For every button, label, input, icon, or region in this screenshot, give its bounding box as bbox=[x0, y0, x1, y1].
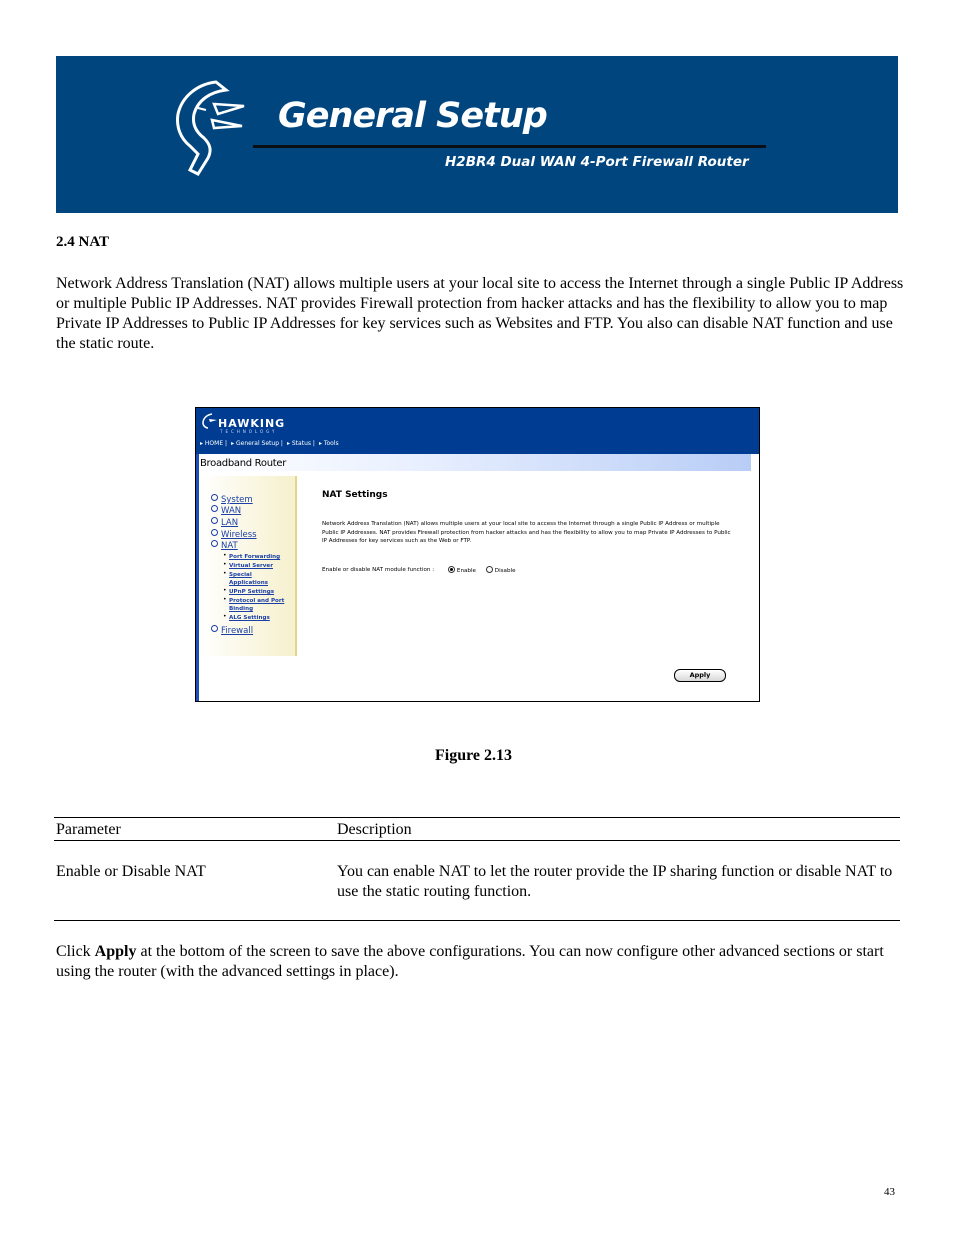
circle-icon bbox=[211, 517, 218, 524]
menu-system[interactable]: System bbox=[211, 494, 253, 505]
bullet-icon: • bbox=[223, 561, 227, 568]
figure-caption: Figure 2.13 bbox=[435, 747, 513, 764]
menu-firewall[interactable]: Firewall bbox=[211, 625, 253, 636]
bullet-icon: • bbox=[223, 613, 227, 620]
banner-subtitle: H2BR4 Dual WAN 4-Port Firewall Router bbox=[445, 154, 749, 170]
nav-tools[interactable]: ▸ Tools bbox=[318, 440, 339, 447]
closing-text-post: at the bottom of the screen to save the above configurations. You can now configure other advanced sections or start using the router (with the advanced settings in place). bbox=[56, 943, 884, 980]
nat-toggle-row bbox=[322, 566, 516, 574]
menu-protocol-port[interactable]: Protocol and Port bbox=[229, 598, 285, 604]
apply-button[interactable]: Apply bbox=[674, 669, 726, 682]
nat-enable-radio[interactable]: Enable bbox=[448, 566, 476, 574]
table-top-rule bbox=[54, 817, 900, 818]
page-number: 43 bbox=[884, 1186, 895, 1198]
menu-wireless[interactable]: Wireless bbox=[211, 529, 257, 540]
table-bottom-rule bbox=[54, 920, 900, 921]
nat-settings-description: Network Address Translation (NAT) allows multiple users at your local site to access the Internet through a single Public IP Address or multiple Public IP Addresses. NAT provides Firewall protection from hacker attacks and has the flexibility to allow you to map Private IP Addresses to Public IP Addresses for key services such as the Web or FTP. bbox=[322, 521, 731, 544]
brand-label: Broadband Router bbox=[200, 458, 287, 469]
router-nav bbox=[196, 440, 339, 452]
menu-special[interactable]: Special bbox=[229, 572, 252, 578]
menu-port-forwarding[interactable]: Port Forwarding bbox=[229, 554, 281, 560]
closing-text-bold: Apply bbox=[94, 943, 137, 960]
circle-icon bbox=[211, 625, 218, 632]
hawk-mini-icon bbox=[200, 412, 218, 430]
table-header-rule bbox=[54, 840, 900, 841]
router-side-menu bbox=[199, 476, 296, 656]
nat-toggle-label: Enable or disable NAT module function : bbox=[322, 567, 435, 573]
menu-alg[interactable]: ALG Settings bbox=[229, 615, 270, 621]
closing-paragraph bbox=[56, 942, 906, 982]
menu-lan[interactable]: LAN bbox=[211, 517, 238, 528]
section-title: 2.4 NAT bbox=[56, 234, 110, 250]
intro-paragraph: Network Address Translation (NAT) allows multiple users at your local site to access the Internet through a single Public IP Address or multiple Public IP Addresses. NAT provides Firewall protection from hacker attacks and has the flexibility to allow you to map Private IP Addresses to Public IP Addresses for key services such as Websites and FTP. You also can disable NAT function and use the static route. bbox=[56, 275, 904, 352]
bullet-icon: • bbox=[223, 552, 227, 559]
header-banner bbox=[56, 56, 898, 213]
nav-home[interactable]: ▸ HOME | bbox=[200, 440, 228, 447]
router-logo-subtext: TECHNOLOGY bbox=[220, 429, 278, 434]
menu-protocol-binding[interactable]: Binding bbox=[229, 606, 254, 612]
table-header-parameter: Parameter bbox=[56, 821, 121, 838]
nav-status[interactable]: ▸ Status | bbox=[286, 440, 315, 447]
closing-text-pre: Click bbox=[56, 943, 95, 960]
radio-empty-icon bbox=[486, 566, 493, 573]
table-cell-parameter: Enable or Disable NAT bbox=[56, 863, 206, 880]
menu-special-applications[interactable]: Applications bbox=[229, 580, 269, 586]
menu-nat[interactable]: NAT bbox=[211, 540, 238, 551]
bullet-icon: • bbox=[223, 587, 227, 594]
table-cell-description: You can enable NAT to let the router provide the IP sharing function or disable NAT to use the static routing function. bbox=[337, 863, 893, 900]
menu-wan[interactable]: WAN bbox=[211, 505, 241, 516]
hawk-logo-icon bbox=[168, 74, 248, 189]
menu-virtual-server[interactable]: Virtual Server bbox=[229, 563, 273, 569]
circle-icon bbox=[211, 529, 218, 536]
nat-settings-title: NAT Settings bbox=[322, 490, 388, 500]
banner-title: General Setup bbox=[278, 96, 547, 136]
nat-disable-radio[interactable]: Disable bbox=[486, 566, 516, 574]
banner-rule bbox=[253, 145, 766, 148]
circle-icon bbox=[211, 505, 218, 512]
circle-icon bbox=[211, 540, 218, 547]
radio-selected-icon bbox=[448, 566, 455, 573]
router-screenshot bbox=[195, 407, 760, 702]
menu-upnp[interactable]: UPnP Settings bbox=[229, 589, 275, 595]
menu-divider bbox=[295, 476, 297, 656]
circle-icon bbox=[211, 494, 218, 501]
router-logo-text: HAWKING bbox=[218, 417, 286, 430]
bullet-icon: • bbox=[223, 596, 227, 603]
nav-general-setup[interactable]: ▸ General Setup | bbox=[231, 440, 283, 447]
table-header-description: Description bbox=[337, 821, 412, 838]
bullet-icon: • bbox=[223, 570, 227, 577]
